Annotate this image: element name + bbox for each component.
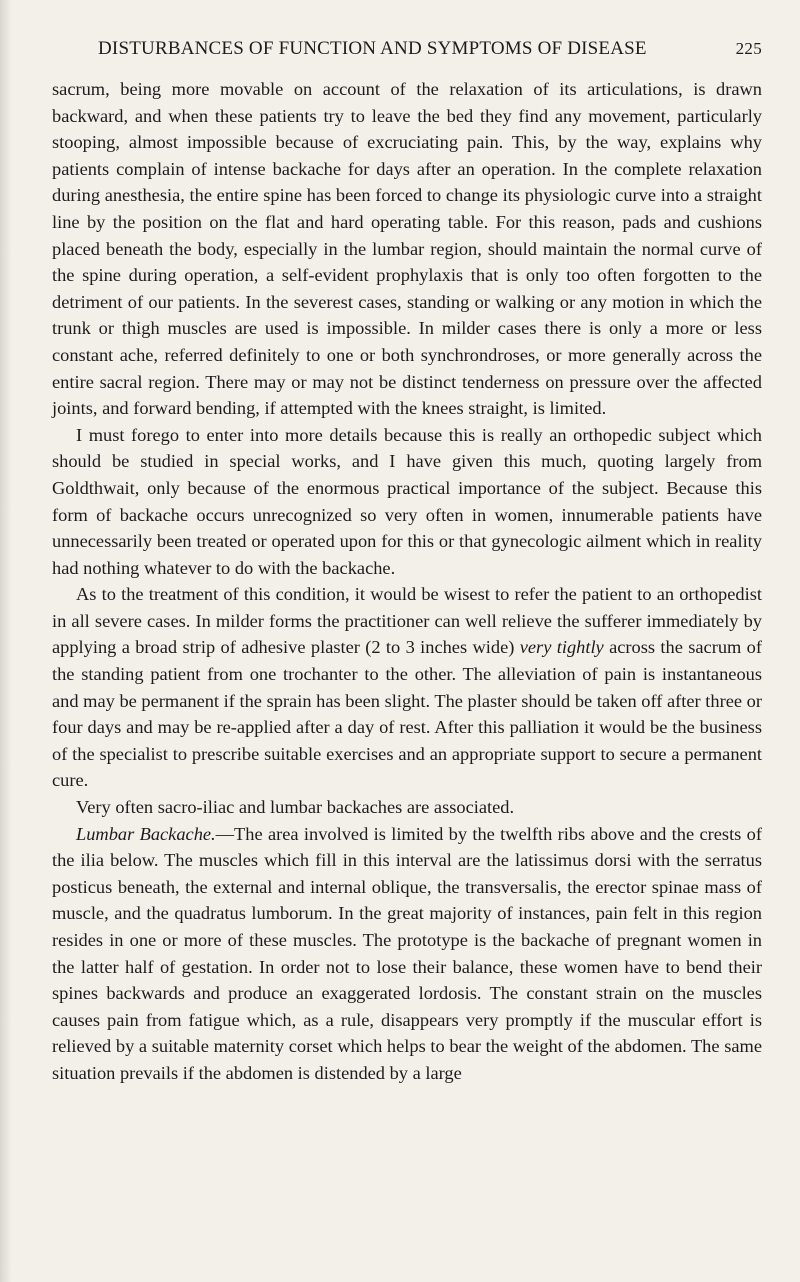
page-edge-shadow — [0, 0, 12, 1282]
book-page — [52, 38, 762, 1087]
paragraph-5 — [52, 821, 762, 1087]
section-heading-lumbar-backache: Lumbar Backache. — [76, 823, 216, 844]
paragraph-3-emphasis: very tightly — [519, 637, 604, 658]
paragraph-3 — [52, 581, 762, 794]
paragraph-3-text-a: As to the treatment of this condition, it would be wisest to refer the patient to an orthopedist in all severe cases. In milder forms the practitioner can well relieve the sufferer immediately by applying a broad strip of adhesive plaster (2 to 3 inches wide) — [52, 584, 762, 658]
paragraph-3-text-b: across the sacrum of the standing patient from one trochanter to the other. The alleviation of pain is instantaneous and may be permanent if the sprain has been slight. The plaster should be taken off after three or four days and may be re-applied after a day of rest. After this palliation it would be the business of the specialist to prescribe suitable exercises and an appropriate support to secure a permanent cure. — [52, 637, 762, 791]
running-title: DISTURBANCES OF FUNCTION AND SYMPTOMS OF DISEASE — [98, 38, 647, 59]
paragraph-4: Very often sacro-iliac and lumbar backaches are associated. — [76, 797, 515, 818]
paragraph-2: I must forego to enter into more details because this is really an orthopedic subject which should be studied in special works, and I have given this much, quoting largely from Goldthwait, only because of the enormous practical importance of the subject. Because this form of backache occurs unrecognized so very often in women, innumerable patients have unnecessarily been treated or operated upon for this or that gynecologic ailment which in reality had nothing whatever to do with the backache. — [52, 424, 762, 578]
running-header — [98, 38, 762, 60]
paragraph-1: sacrum, being more movable on account of the relaxation of its articulations, is drawn backward, and when these patients try to leave the bed they find any movement, particularly stooping, almost impossible because of excruciating pain. This, by the way, explains why patients complain of intense backache for days after an operation. In the complete relaxation during anesthesia, the entire spine has been forced to change its physiologic curve into a straight line by the position on the flat and hard operating table. For this reason, pads and cushions placed beneath the body, especially in the lumbar region, should maintain the normal curve of the spine during operation, a self-evident prophylaxis that is only too often forgotten to the detriment of our patients. In the severest cases, standing or walking or any motion in which the trunk or thigh muscles are used is impossible. In milder cases there is only a more or less constant ache, referred definitely to one or both synchrondroses, or more generally across the entire sacral region. There may or may not be distinct tenderness on pressure over the affected joints, and forward bending, if attempted with the knees straight, is limited. — [52, 79, 762, 419]
page-number: 225 — [735, 39, 762, 58]
paragraph-5-text: —The area involved is limited by the twelfth ribs above and the crests of the ilia below. The muscles which fill in this interval are the latissimus dorsi with the serratus posticus beneath, the external and internal oblique, the transversalis, the erector spinae mass of muscle, and the quadratus lumborum. In the great majority of instances, pain felt in this region resides in one or more of these muscles. The prototype is the backache of pregnant women in the latter half of gestation. In order not to lose their balance, these women have to bend their spines backwards and produce an exaggerated lordosis. The constant strain on the muscles causes pain from fatigue which, as a rule, disappears very promptly if the muscular effort is relieved by a suitable maternity corset which helps to bear the weight of the abdomen. The same situation prevails if the abdomen is distended by a large — [52, 823, 762, 1083]
